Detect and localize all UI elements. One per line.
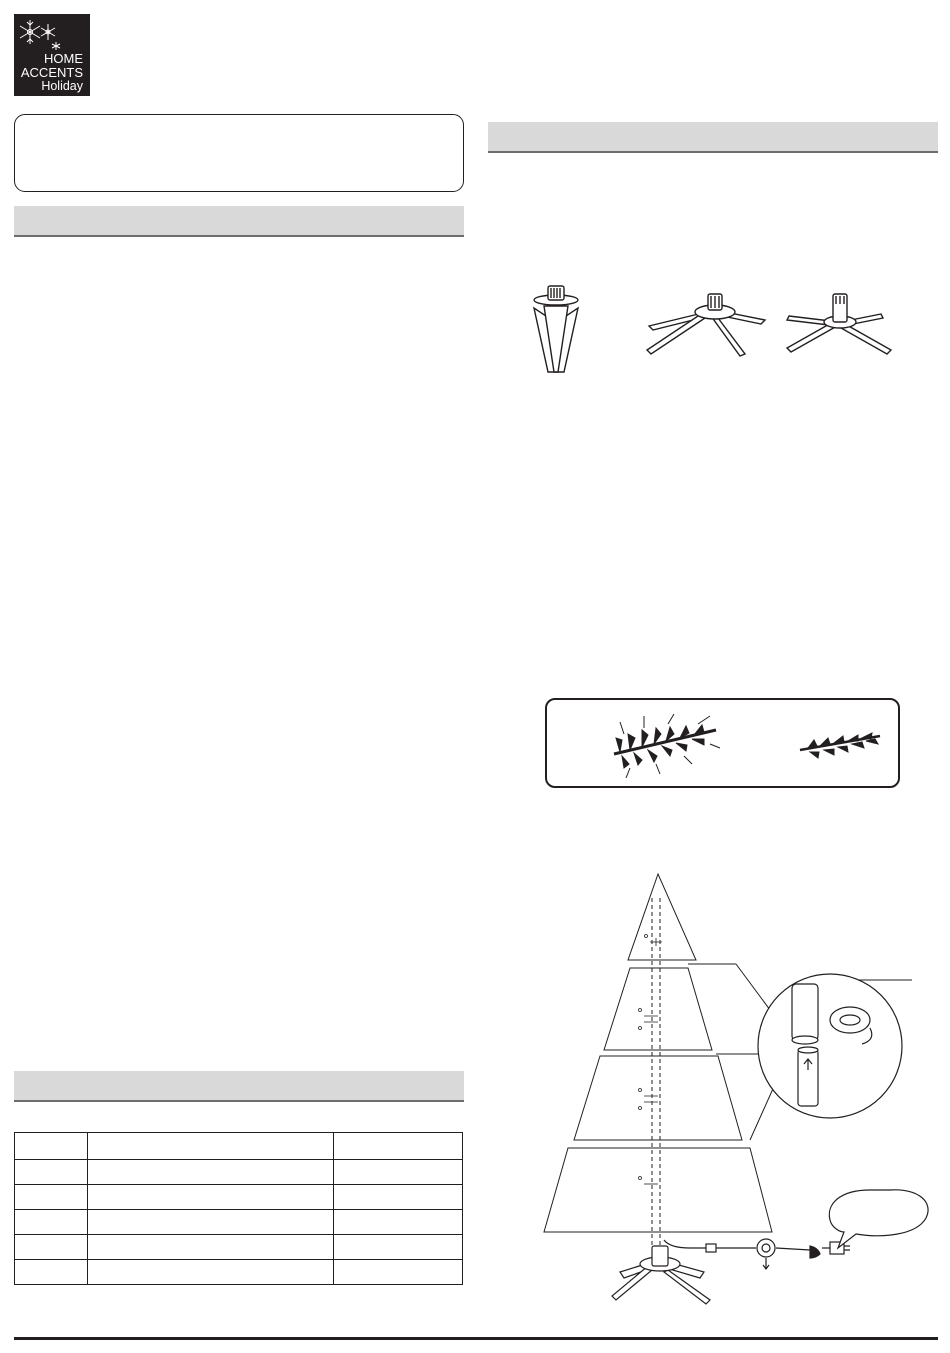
table-cell — [334, 1210, 463, 1235]
low-profile-stand-icon — [647, 294, 765, 356]
table-cell — [15, 1133, 88, 1160]
table-cell — [87, 1235, 333, 1260]
table-cell — [87, 1185, 333, 1210]
table-cell — [15, 1210, 88, 1235]
table-cell — [15, 1235, 88, 1260]
table-cell — [87, 1210, 333, 1235]
section-bar-right-top — [488, 122, 938, 153]
brand-logo — [14, 14, 90, 96]
footer-rule — [14, 1337, 938, 1340]
table-cell — [87, 1260, 333, 1285]
table-cell — [87, 1160, 333, 1185]
table-cell — [15, 1185, 88, 1210]
table-cell — [87, 1133, 333, 1160]
logo-line-holiday: Holiday — [41, 79, 83, 93]
pole-connection-detail — [758, 974, 902, 1118]
table-cell — [15, 1260, 88, 1285]
section-bar-left-bottom — [14, 1071, 464, 1102]
table-row — [15, 1185, 463, 1210]
table-row — [15, 1235, 463, 1260]
tree-base-stand — [612, 1246, 710, 1304]
fluffed-branch-icon — [614, 714, 720, 778]
table-row — [15, 1133, 463, 1160]
table-row — [15, 1210, 463, 1235]
table-cell — [15, 1160, 88, 1185]
tree-assembly-diagram — [540, 870, 940, 1310]
star-base-stand-icon — [787, 294, 891, 354]
table-cell — [334, 1185, 463, 1210]
table-cell — [334, 1235, 463, 1260]
tree-section-upper — [604, 968, 712, 1050]
stake-stand-icon — [534, 286, 578, 372]
speech-bubble — [829, 1190, 928, 1248]
notice-box — [14, 114, 464, 192]
branch-illustrations — [600, 708, 890, 778]
section-bar-left-top — [14, 206, 464, 237]
logo-line-home: HOME — [44, 51, 83, 66]
table-row — [15, 1260, 463, 1285]
tree-section-lower — [574, 1056, 742, 1140]
tree-section-top — [628, 874, 696, 960]
table-cell — [334, 1133, 463, 1160]
parts-table — [14, 1132, 463, 1285]
table-row — [15, 1160, 463, 1185]
stand-illustrations — [520, 280, 910, 380]
table-cell — [334, 1160, 463, 1185]
tree-section-bottom — [544, 1148, 772, 1232]
table-cell — [334, 1260, 463, 1285]
snowflake-icon — [18, 18, 62, 52]
unfluffed-branch-icon — [800, 733, 880, 758]
logo-line-accents: ACCENTS — [20, 65, 83, 80]
